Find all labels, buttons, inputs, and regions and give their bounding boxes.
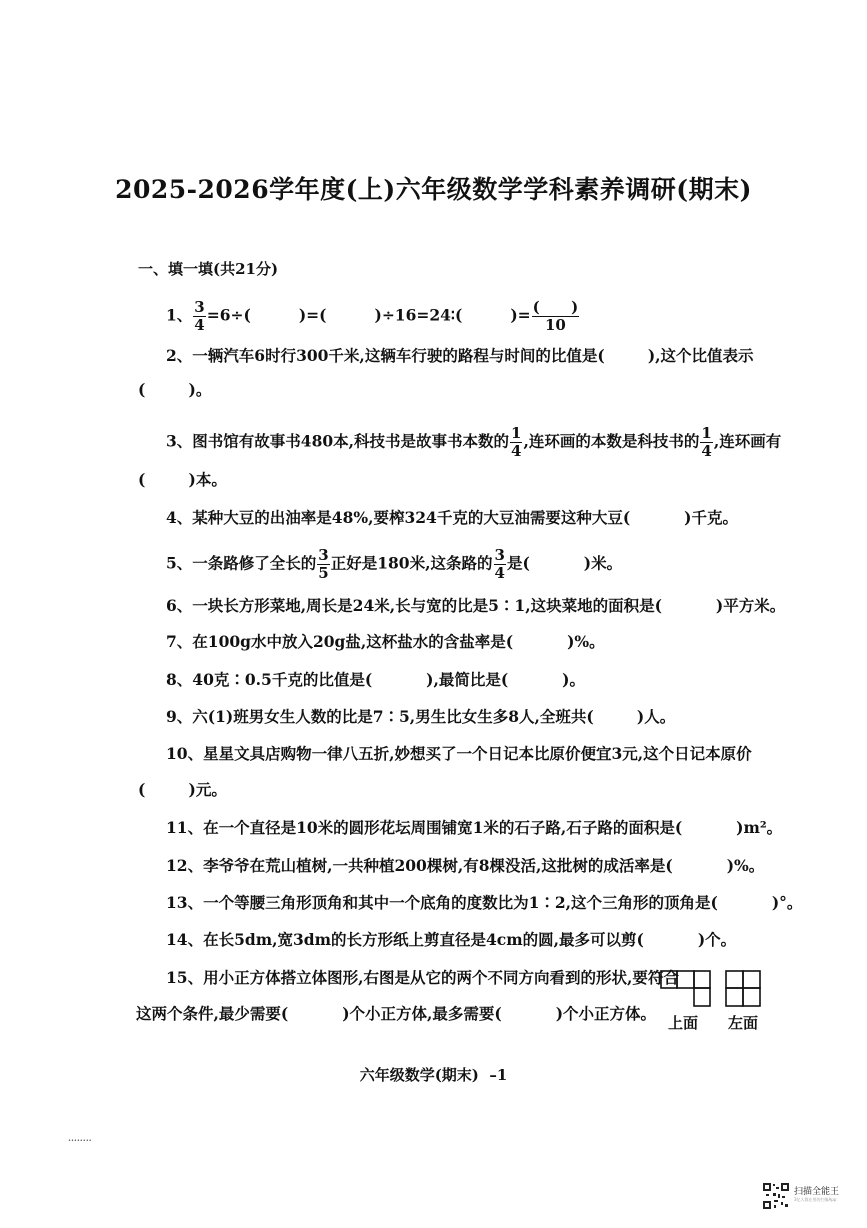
question-6: 6、一块长方形菜地,周长是24米,长与宽的比是5∶1,这块菜地的面积是( )平方米。: [166, 596, 786, 615]
q1-frac2-den: 10: [544, 316, 566, 334]
q1-fraction-2: [532, 300, 580, 333]
q1-frac2-num: ( ): [532, 298, 579, 316]
q1-fraction: [193, 300, 205, 333]
question-15-line2: 这两个条件,最少需要( )个小正方体,最多需要( )个小正方体。: [136, 1004, 657, 1023]
q3-fraction-2: [700, 426, 712, 459]
question-2-line2: ( )。: [138, 380, 212, 399]
q3-f1-num: 1: [511, 424, 522, 442]
scanner-app-name: 扫描全能王: [794, 1187, 840, 1197]
question-1: [166, 300, 580, 333]
q3-f2-num: 1: [701, 424, 712, 442]
question-7: 7、在100g水中放入20g盐,这杯盐水的含盐率是( )%。: [166, 632, 605, 651]
section-title: 一、填一填(共21分): [138, 260, 279, 278]
page-footer: 六年级数学(期末) –1: [359, 1066, 508, 1084]
question-5: [166, 548, 622, 581]
question-9: 9、六(1)班男女生人数的比是7∶5,男生比女生多8人,全班共( )人。: [166, 707, 676, 726]
q1-part1: =6÷(: [206, 305, 251, 325]
q5-part3: 是( )米。: [506, 553, 623, 573]
question-11: 11、在一个直径是10米的圆形花坛周围铺宽1米的石子路,石子路的面积是( )m²。: [166, 818, 783, 837]
q5-f2-num: 3: [494, 546, 505, 564]
q5-part1: 5、一条路修了全长的: [166, 553, 317, 573]
question-3-line1: [166, 426, 781, 459]
q3-part3: ,连环画有: [713, 431, 782, 451]
scanner-app-tagline: 3亿人都在用的扫描App: [794, 1197, 837, 1202]
q1-part3: )÷16=24∶(: [374, 305, 463, 325]
question-10-line2: ( )元。: [138, 780, 227, 799]
question-15-line1: 15、用小正方体搭立体图形,右图是从它的两个不同方向看到的形状,要符合: [166, 968, 679, 987]
q1-prefix: 1、: [166, 305, 193, 325]
q3-part2: ,连环画的本数是科技书的: [523, 431, 700, 451]
q1-frac-num: 3: [194, 298, 205, 316]
exam-title: 2025-2026学年度(上)六年级数学学科素养调研(期末): [115, 175, 752, 204]
scanner-watermark: [758, 1180, 858, 1220]
qr-code-icon: [762, 1182, 790, 1210]
top-view-figure: [660, 970, 712, 1010]
q1-part2: )=(: [298, 305, 327, 325]
q1-part4: )=: [510, 305, 531, 325]
q5-f1-num: 3: [318, 546, 329, 564]
question-12: 12、李爷爷在荒山植树,一共种植200棵树,有8棵没活,这批树的成活率是( )%。: [166, 856, 765, 875]
question-13: 13、一个等腰三角形顶角和其中一个底角的度数比为1∶2,这个三角形的顶角是( )°。: [166, 893, 803, 912]
left-view-label: 左面: [728, 1014, 759, 1032]
q3-part1: 3、图书馆有故事书480本,科技书是故事书本数的: [166, 431, 510, 451]
q5-f2-den: 4: [494, 564, 505, 582]
scan-edge-mark: ••••••••: [68, 1138, 92, 1144]
question-3-line2: ( )本。: [138, 470, 227, 489]
q3-f2-den: 4: [701, 442, 712, 460]
left-view-figure: [725, 970, 763, 1010]
q1-frac-den: 4: [194, 316, 205, 334]
top-view-label: 上面: [668, 1014, 699, 1032]
q5-part2: 正好是180米,这条路的: [330, 553, 493, 573]
q3-fraction-1: [510, 426, 522, 459]
question-4: 4、某种大豆的出油率是48%,要榨324千克的大豆油需要这种大豆( )千克。: [166, 508, 738, 527]
q5-fraction-1: [317, 548, 329, 581]
q3-f1-den: 4: [511, 442, 522, 460]
question-2-line1: 2、一辆汽车6时行300千米,这辆车行驶的路程与时间的比值是( ),这个比值表示: [166, 346, 754, 365]
question-14: 14、在长5dm,宽3dm的长方形纸上剪直径是4cm的圆,最多可以剪( )个。: [166, 930, 737, 949]
q5-fraction-2: [494, 548, 506, 581]
q5-f1-den: 5: [318, 564, 329, 582]
question-8: 8、40克∶0.5千克的比值是( ),最简比是( )。: [166, 670, 585, 689]
question-10-line1: 10、星星文具店购物一律八五折,妙想买了一个日记本比原价便宜3元,这个日记本原价: [166, 744, 752, 763]
